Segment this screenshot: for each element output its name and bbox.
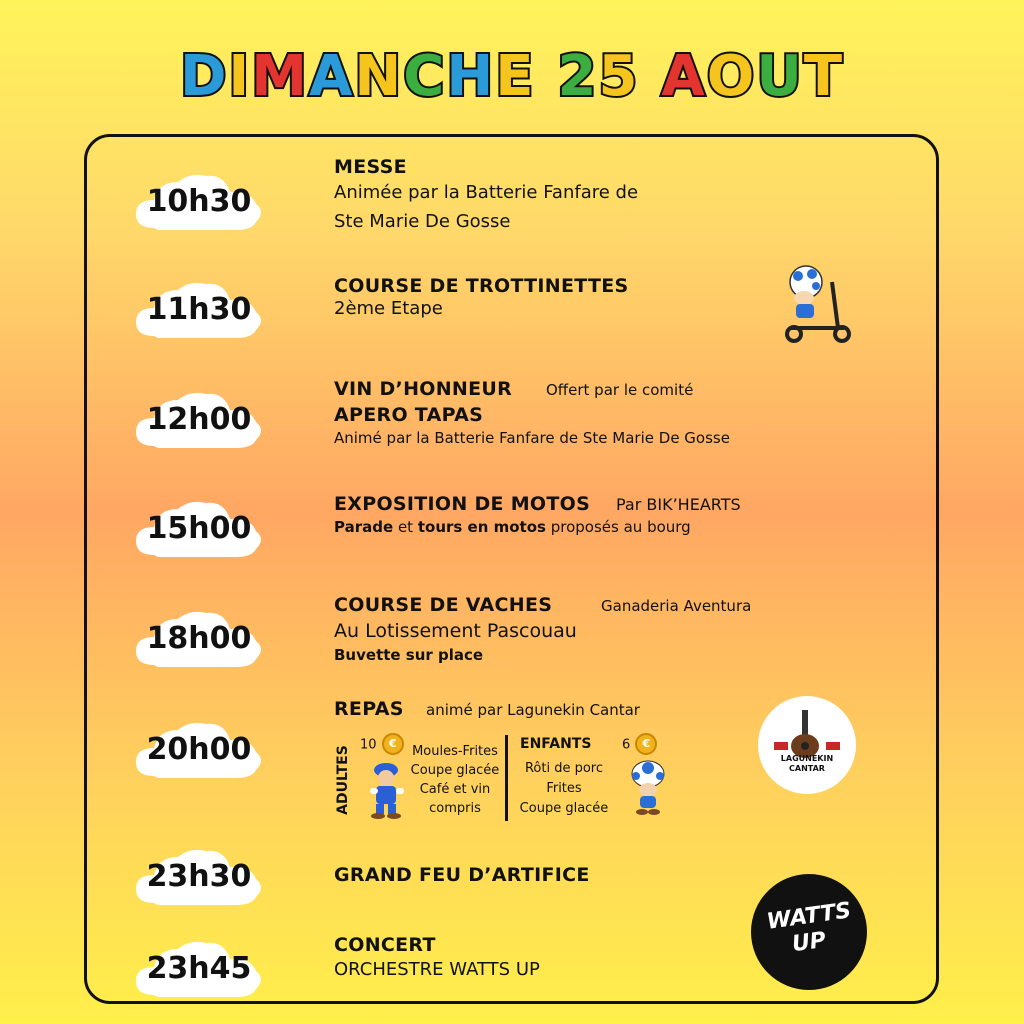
- menu-divider: [505, 735, 508, 821]
- time-cloud: [132, 388, 266, 448]
- price-text: 10: [360, 737, 377, 753]
- time-label: 12h00: [146, 402, 252, 437]
- title-letter: I: [228, 44, 252, 109]
- title-letter: U: [756, 44, 804, 109]
- title-letter: 2: [557, 44, 599, 109]
- event-side-note: Par BIK’HEARTS: [616, 495, 741, 514]
- time-label: 15h00: [146, 511, 252, 546]
- time-label: 23h45: [146, 951, 252, 986]
- logo-text: WATTS: [765, 898, 853, 935]
- event-line: Animée par la Batterie Fanfare de: [334, 182, 639, 203]
- title-letter: H: [446, 44, 496, 109]
- adultes-label: [330, 740, 354, 822]
- event-messe: [334, 156, 638, 236]
- toad-character-icon: [628, 760, 668, 820]
- title-letter: [535, 44, 557, 109]
- time-cloud: [132, 170, 266, 230]
- event-title: EXPOSITION DE MOTOS: [334, 493, 591, 515]
- title-letter: O: [706, 44, 757, 109]
- event-line: Animé par la Batterie Fanfare de Ste Marie De Gosse: [334, 429, 730, 447]
- menu-item: Rôti de porc: [524, 761, 604, 776]
- event-line: Buvette sur place: [334, 646, 484, 664]
- logo-text: LAGUNEKIN: [780, 754, 834, 763]
- price-text: 6: [622, 737, 631, 753]
- menu-item: compris: [429, 801, 481, 816]
- event-side-note: animé par Lagunekin Cantar: [426, 701, 640, 719]
- tours-text: tours en motos: [417, 518, 546, 536]
- menu-item: Coupe glacée: [410, 763, 500, 778]
- page-title: [0, 44, 1024, 109]
- event-title: CONCERT: [334, 934, 436, 956]
- watts-up-logo: [751, 874, 867, 990]
- time-label: 18h00: [146, 621, 252, 656]
- event-vaches: [334, 594, 577, 664]
- time-label: 23h30: [146, 859, 252, 894]
- title-letter: A: [309, 44, 355, 109]
- event-side-note: Offert par le comité: [546, 381, 694, 399]
- lagunekin-logo: [758, 696, 856, 794]
- time-cloud: [132, 718, 266, 778]
- rest-text: proposés au bourg: [550, 518, 691, 536]
- event-title: MESSE: [334, 156, 407, 178]
- menu-item: Coupe glacée: [519, 801, 609, 816]
- title-letter: M: [251, 44, 309, 109]
- event-title: VIN D’HONNEUR: [334, 378, 513, 400]
- scooter-character-icon: [782, 262, 852, 348]
- title-letter: D: [179, 44, 229, 109]
- adultes-price: [360, 733, 404, 755]
- event-title: COURSE DE TROTTINETTES: [334, 275, 629, 297]
- time-label: 20h00: [146, 732, 252, 767]
- event-title: GRAND FEU D’ARTIFICE: [334, 864, 590, 886]
- title-letter: N: [354, 44, 404, 109]
- title-letter: E: [495, 44, 536, 109]
- time-cloud: [132, 845, 266, 905]
- enfants-text: ENFANTS: [520, 736, 592, 752]
- enfants-menu: [516, 759, 612, 819]
- event-title-2: APERO TAPAS: [334, 404, 484, 426]
- event-title: COURSE DE VACHES: [334, 594, 553, 616]
- time-label: 11h30: [146, 292, 252, 327]
- logo-text: CANTAR: [789, 764, 825, 773]
- enfants-price: [622, 733, 657, 755]
- menu-item: Moules-Frites: [412, 744, 498, 759]
- title-letter: 5: [598, 44, 640, 109]
- adultes-text: ADULTES: [335, 745, 351, 815]
- adultes-menu: [408, 742, 502, 818]
- et-text: et: [397, 518, 414, 536]
- mario-character-icon: [364, 760, 410, 824]
- time-label: 10h30: [146, 184, 252, 219]
- euro-coin-icon: €: [635, 733, 657, 755]
- title-letter: [639, 44, 661, 109]
- event-title: REPAS: [334, 698, 404, 720]
- time-cloud: [132, 937, 266, 997]
- title-letter: A: [661, 44, 707, 109]
- enfants-label: [520, 733, 591, 752]
- event-feu-artifice: [334, 864, 590, 886]
- event-line: [334, 518, 691, 536]
- time-cloud: [132, 278, 266, 338]
- event-side-note: Ganaderia Aventura: [601, 597, 752, 615]
- logo-text: UP: [790, 927, 828, 958]
- parade-text: Parade: [334, 518, 394, 536]
- menu-item: Frites: [546, 781, 582, 796]
- event-concert: [334, 934, 540, 984]
- event-line: Ste Marie De Gosse: [334, 211, 511, 232]
- event-repas: [334, 698, 404, 720]
- event-line: Au Lotissement Pascouau: [334, 620, 577, 642]
- menu-item: Café et vin: [419, 782, 491, 797]
- time-cloud: [132, 497, 266, 557]
- event-line: ORCHESTRE WATTS UP: [334, 959, 540, 980]
- title-letter: C: [403, 44, 447, 109]
- event-line: 2ème Etape: [334, 298, 443, 319]
- title-letter: T: [803, 44, 845, 109]
- euro-coin-icon: €: [382, 733, 404, 755]
- time-cloud: [132, 607, 266, 667]
- event-trottinettes: [334, 275, 628, 321]
